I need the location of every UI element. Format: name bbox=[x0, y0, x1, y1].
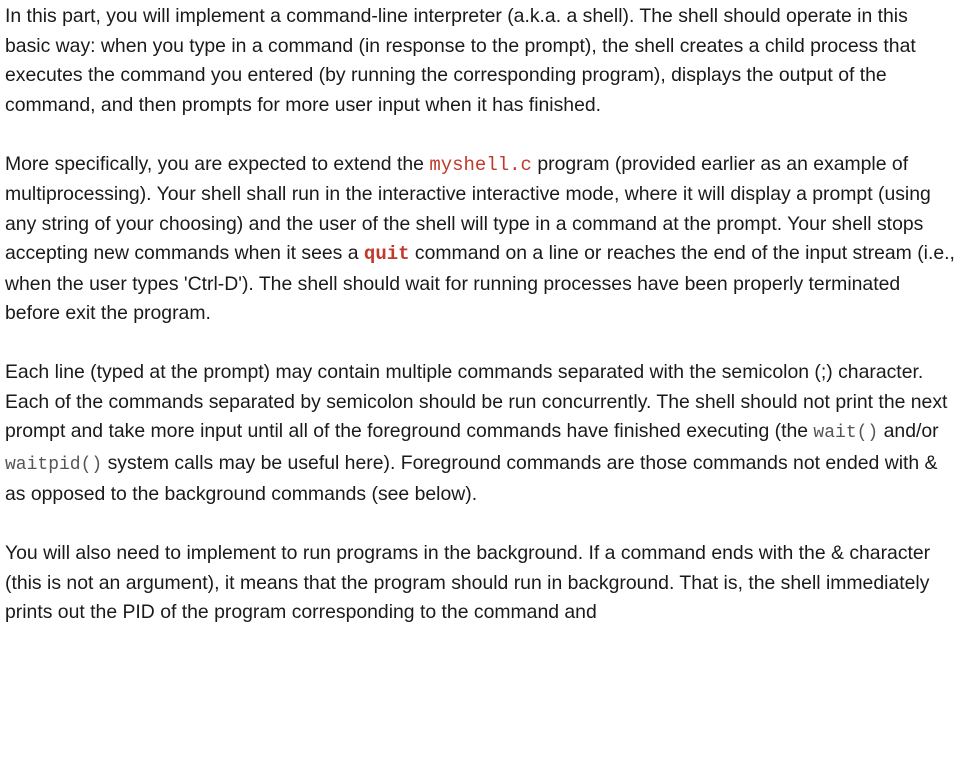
code-waitpid: waitpid() bbox=[5, 454, 103, 475]
paragraph-text: and/or bbox=[878, 420, 939, 442]
paragraph-multiple-commands bbox=[5, 358, 955, 510]
paragraph-text: command on a line or reaches the end of the input stream (i.e., when the user types 'Ctrl-D'). The shell should wait for running processes have been properly terminated before exit the program. bbox=[5, 242, 955, 324]
paragraph-text: Each line (typed at the prompt) may contain multiple commands separated with the semicolon (;) character. Each of the commands separated by semicolon should be run concurrently. The shell should not print the next prompt and take more input until all of the foreground commands have finished executing (the bbox=[5, 361, 948, 442]
paragraph-specifics bbox=[5, 150, 955, 329]
paragraph-text: More specifically, you are expected to extend the bbox=[5, 152, 430, 175]
code-wait: wait() bbox=[813, 423, 879, 443]
code-quit-command: quit bbox=[363, 243, 410, 265]
paragraph-intro: In this part, you will implement a command-line interpreter (a.k.a. a shell). The shell should operate in this basic way: when you type in a command (in response to the prompt), the shell creates a child process that executes the command you entered (by running the corresponding program), displays the output of the command, and then prompts for more user input when it has finished. bbox=[5, 5, 916, 116]
code-filename: myshell.c bbox=[429, 153, 532, 176]
paragraph-background: You will also need to implement to run programs in the background. If a command ends with the & character (this is not an argument), it means that the program should run in background. That is, the shell immediately prints out the PID of the program corresponding to the command and bbox=[5, 542, 931, 623]
paragraph-text: system calls may be useful here). Foreground commands are those commands not ended with & as opposed to the background commands (see below). bbox=[5, 451, 938, 505]
paragraph-text: program (provided earlier as an example of multiprocessing). Your shell shall run in the interactive interactive mode, where it will display a prompt (using any string of your choosing) and the user of the shell will type in a command at the prompt. Your shell stops accepting new commands when it sees a bbox=[5, 152, 931, 264]
document-body bbox=[5, 2, 955, 657]
